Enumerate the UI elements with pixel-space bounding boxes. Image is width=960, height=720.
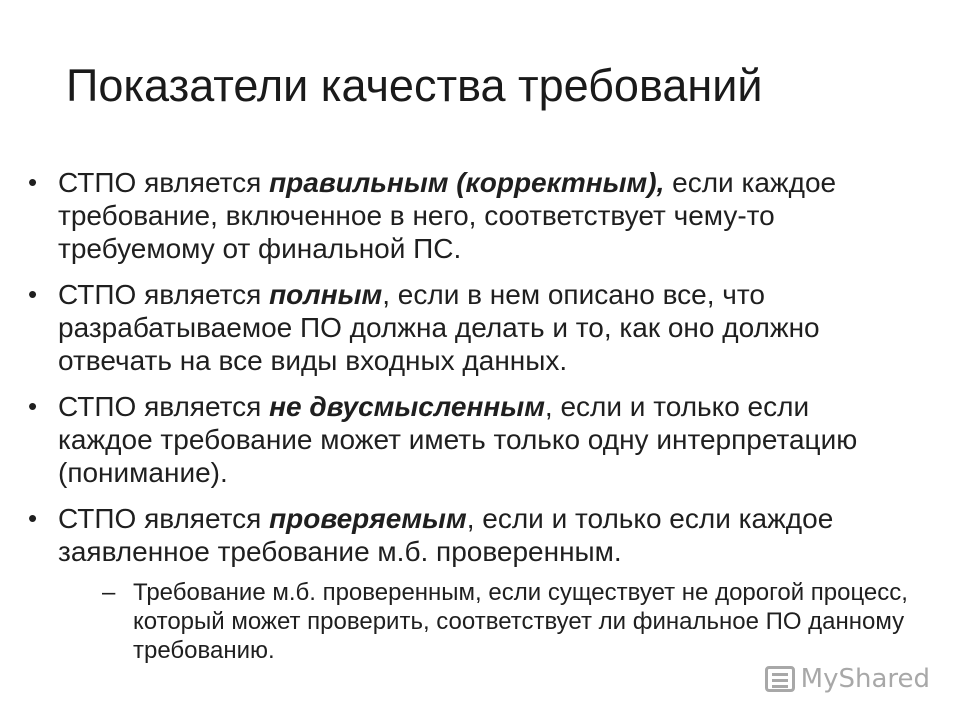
bullet-text-after: , если и только если каждое требование может иметь только одну интерпретацию (понимание). — [58, 391, 858, 488]
watermark — [765, 664, 930, 694]
bullet-marker: • — [28, 279, 38, 309]
bullet-text — [58, 279, 820, 376]
bullet-marker: • — [28, 167, 38, 197]
bullet-marker: • — [28, 503, 38, 533]
bullet-text-after: , если в нем описано все, что разрабатываемое ПО должна делать и то, как оно должно отвечать на все виды входных данных. — [58, 279, 820, 376]
bullet-list — [28, 166, 908, 678]
bullet-text-before: СТПО является — [58, 391, 270, 422]
bullet-item — [28, 166, 908, 265]
bullet-emphasis: проверяемым — [269, 503, 467, 534]
bullet-text-after: , если и только если каждое заявленное требование м.б. проверенным. — [58, 503, 834, 567]
sub-bullet-text: Требование м.б. проверенным, если существует не дорогой процесс, который может проверить, соответствует ли финальное ПО данному требованию. — [133, 579, 908, 664]
sub-bullet-marker: – — [102, 579, 116, 606]
sub-bullet-item — [58, 578, 953, 665]
bullet-emphasis: правильным (корректным), — [269, 167, 665, 198]
bullet-text-before: СТПО является — [58, 167, 270, 198]
bullet-emphasis: не двусмысленным — [269, 391, 545, 422]
bullet-text-before: СТПО является — [58, 279, 270, 310]
slide-title: Показатели качества требований — [66, 60, 763, 111]
bullet-marker: • — [28, 391, 38, 421]
bullet-text — [58, 167, 836, 264]
bullet-text — [58, 391, 857, 488]
bullet-item — [28, 390, 908, 489]
bullet-item — [28, 502, 908, 665]
presentation-icon — [765, 666, 795, 692]
watermark-text: MyShared — [800, 664, 930, 694]
bullet-emphasis: полным — [269, 279, 383, 310]
bullet-text-after: если каждое требование, включенное в него, соответствует чему-то требуемому от финальной ПС. — [58, 167, 837, 264]
bullet-item — [28, 278, 908, 377]
bullet-text-before: СТПО является — [58, 503, 270, 534]
bullet-text — [58, 503, 833, 567]
